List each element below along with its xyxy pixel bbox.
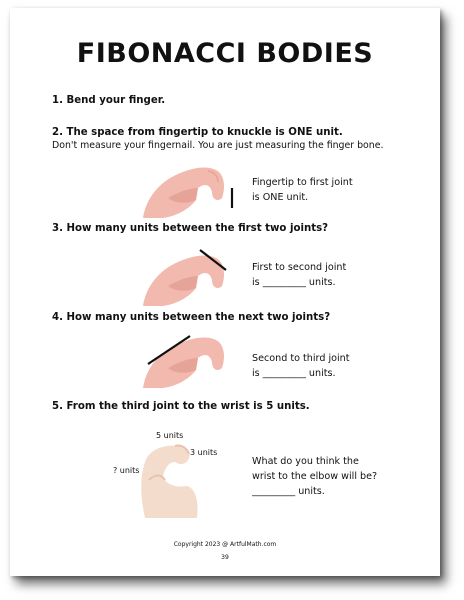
worksheet-page xyxy=(10,8,440,576)
step-2-description: Fingertip to first joint is ONE unit. xyxy=(252,177,353,203)
bent-finger-image-1 xyxy=(138,158,238,220)
step-3-heading: 3. How many units between the first two joints? xyxy=(52,223,329,234)
step-4-heading: 4. How many units between the next two joints? xyxy=(52,312,331,323)
page-number: 39 xyxy=(221,554,229,561)
copyright-text: Copyright 2023 @ ArtfulMath.com xyxy=(173,541,277,548)
step-4-description: Second to third joint is _________ units. xyxy=(252,353,350,379)
step-5-description: What do you think the wrist to the elbow will be? _________ units. xyxy=(252,456,378,497)
step-5-heading: 5. From the third joint to the wrist is 5 units. xyxy=(52,401,310,412)
page-title: FIBONACCI BODIES xyxy=(76,38,374,69)
label-3-units: 3 units xyxy=(190,448,218,457)
step-2-heading: 2. The space from fingertip to knuckle is ONE unit. xyxy=(52,127,343,138)
step-1-heading: 1. Bend your finger. xyxy=(52,95,166,106)
label-unknown-units: ? units xyxy=(113,466,140,475)
bent-finger-image-3 xyxy=(138,330,238,390)
label-5-units: 5 units xyxy=(156,431,184,440)
step-3-description: First to second joint is _________ units. xyxy=(252,262,347,288)
bent-finger-image-2 xyxy=(138,248,238,308)
step-2-note: Don't measure your fingernail. You are just measuring the finger bone. xyxy=(52,140,384,151)
